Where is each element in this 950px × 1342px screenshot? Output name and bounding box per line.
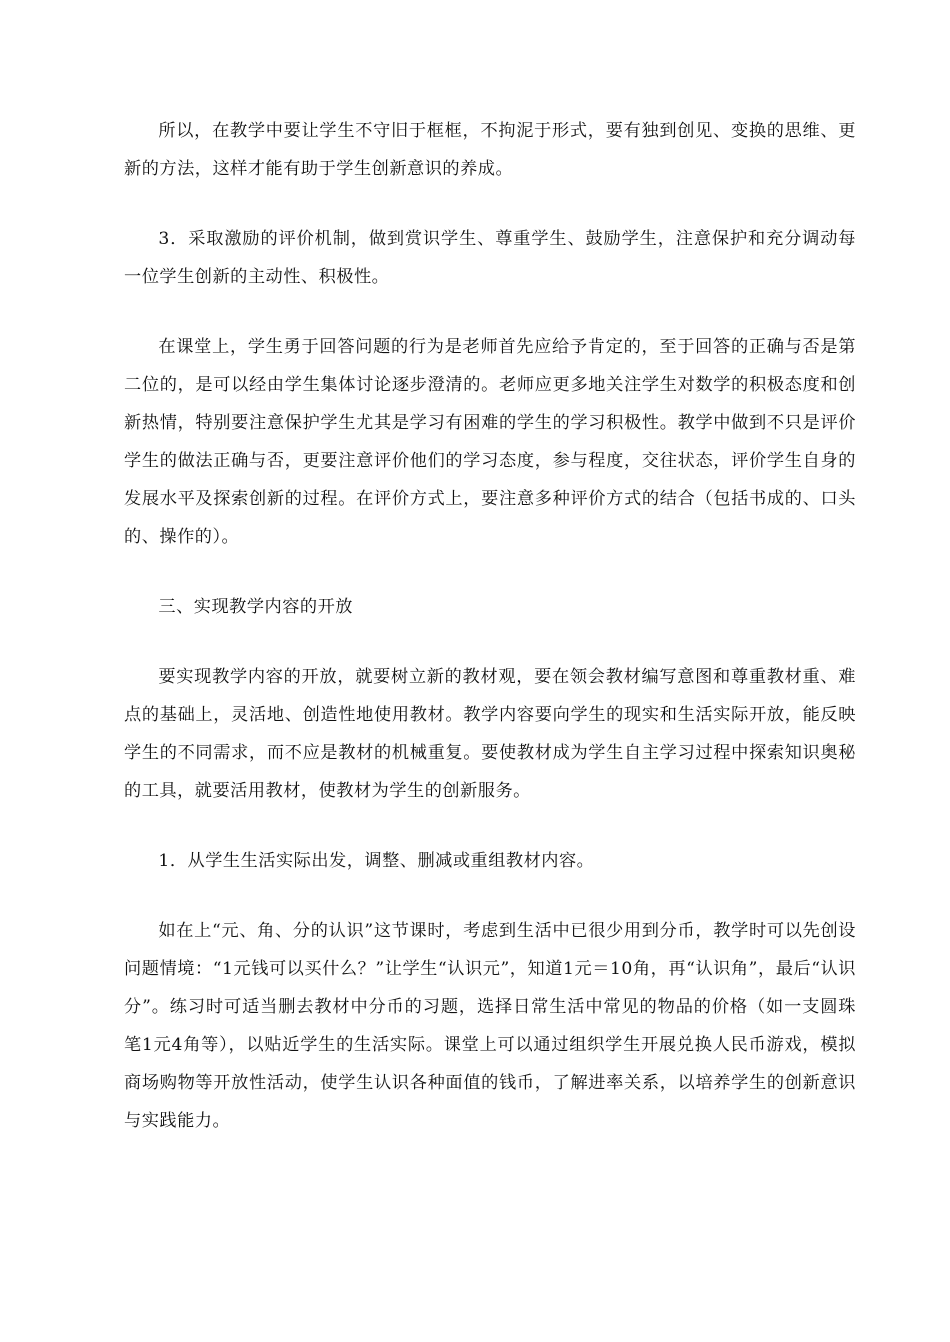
paragraph-item-1-heading: 1．从学生生活实际出发，调整、删减或重组教材内容。 (158, 851, 595, 871)
paragraph-example-currency: 如在上“元、角、分的认识”这节课时，考虑到生活中已很少用到分币，教学时可以先创设问题情境：“1元钱可以买什么？”让学生“认识元”，知道1元＝10角，再“认识角”，最后“认识分”。练习时可适当删去教材中分币的习题，选择日常生活中常见的物品的价格（如一支圆珠笔1元4角等），以贴近学生的生活实际。课堂上可以通过组织学生开展兑换人民币游戏，模拟商场购物等开放性活动，使学生认识各种面值的钱币，了解进率关系，以培养学生的创新意识与实践能力。 (124, 921, 856, 1131)
document-body (124, 112, 856, 1140)
paragraph-item-3-heading: 3．采取激励的评价机制，做到赏识学生、尊重学生、鼓励学生，注意保护和充分调动每一位学生创新的主动性、积极性。 (124, 229, 856, 287)
paragraph-content-openness: 要实现教学内容的开放，就要树立新的教材观，要在领会教材编写意图和尊重教材重、难点的基础上，灵活地、创造性地使用教材。教学内容要向学生的现实和生活实际开放，能反映学生的不同需求，而不应是教材的机械重复。要使教材成为学生自主学习过程中探索知识奥秘的工具，就要活用教材，使教材为学生的创新服务。 (124, 667, 856, 801)
section-heading-3: 三、实现教学内容的开放 (158, 597, 353, 617)
paragraph-conclusion: 所以，在教学中要让学生不守旧于框框，不拘泥于形式，要有独到创见、变换的思维、更新的方法，这样才能有助于学生创新意识的养成。 (124, 121, 856, 179)
paragraph-evaluation: 在课堂上，学生勇于回答问题的行为是老师首先应给予肯定的，至于回答的正确与否是第二位的，是可以经由学生集体讨论逐步澄清的。老师应更多地关注学生对数学的积极态度和创新热情，特别要注意保护学生尤其是学习有困难的学生的学习积极性。教学中做到不只是评价学生的做法正确与否，更要注意评价他们的学习态度，参与程度，交往状态，评价学生自身的发展水平及探索创新的过程。在评价方式上，要注意多种评价方式的结合（包括书成的、口头的、操作的）。 (124, 337, 856, 547)
